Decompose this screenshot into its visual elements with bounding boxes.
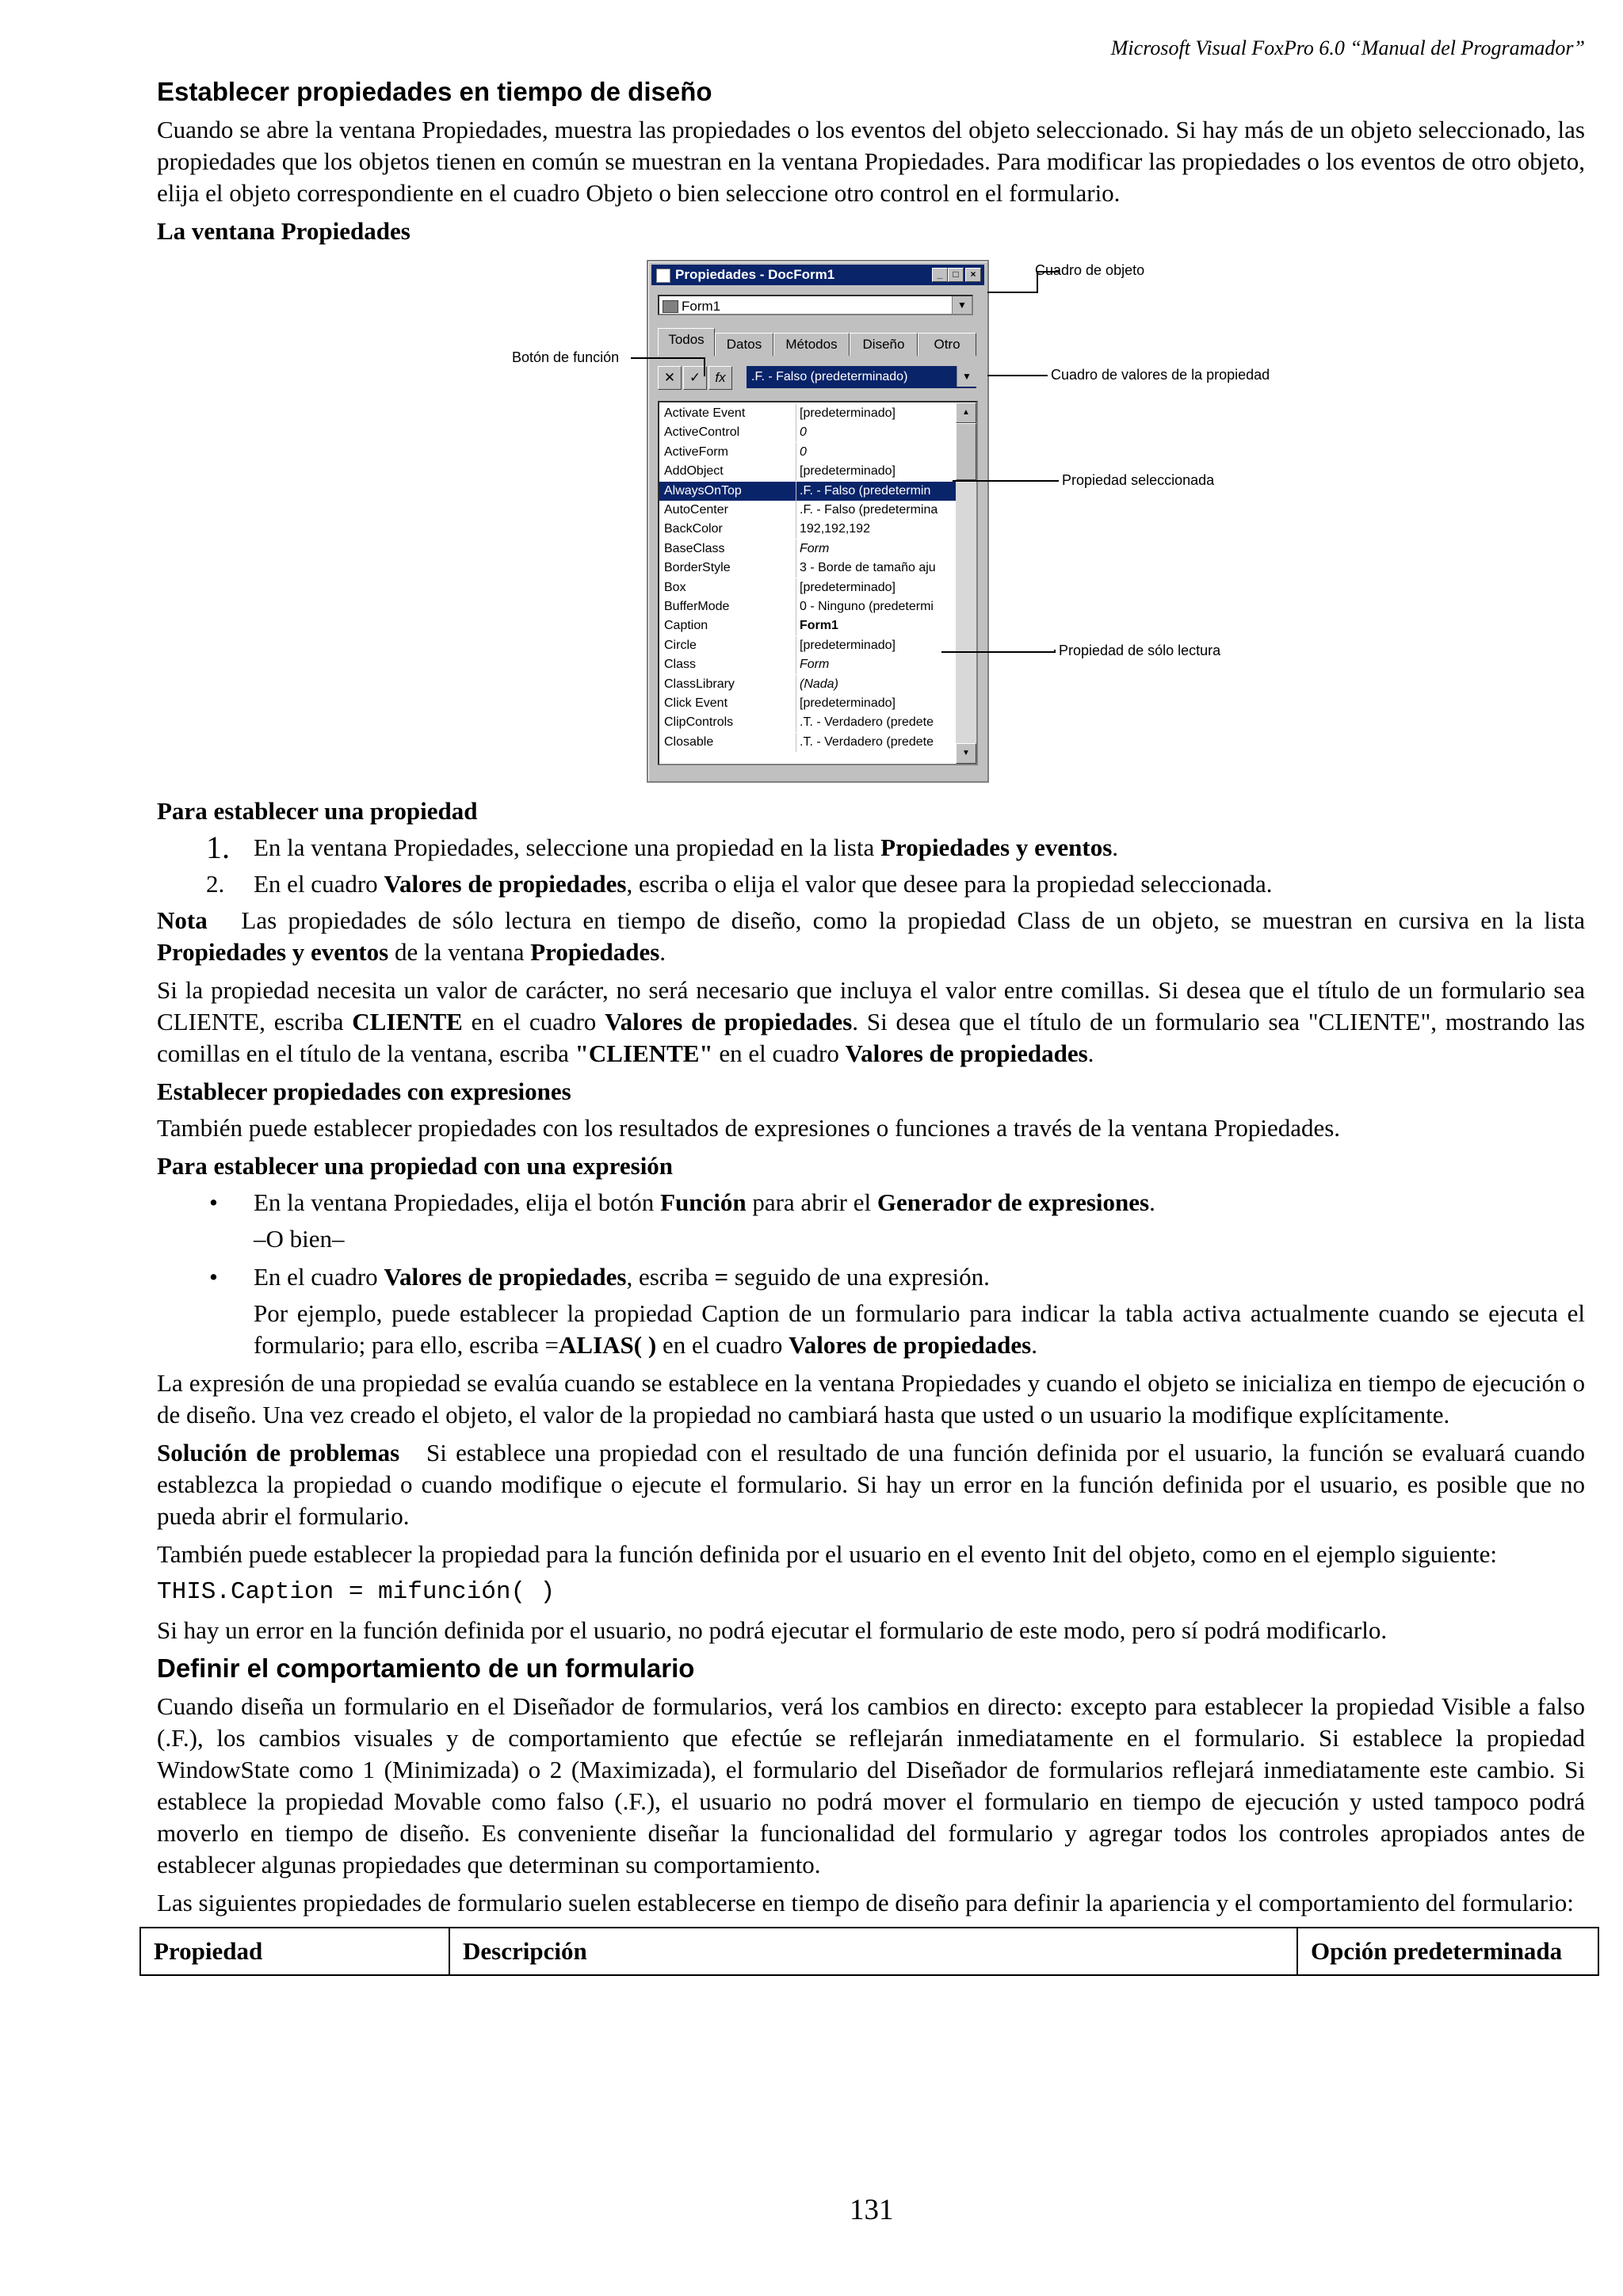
step-item (157, 868, 1585, 900)
accept-icon[interactable]: ✓ (683, 366, 707, 390)
section-title-expressions: Establecer propiedades con expresiones (157, 1077, 571, 1105)
property-name: AlwaysOnTop (664, 483, 742, 498)
property-value: .T. - Verdadero (predete (796, 713, 958, 732)
note-text: de la ventana (388, 938, 531, 966)
property-name: Box (664, 580, 686, 594)
troubleshooting-label: Solución de problemas (157, 1439, 400, 1466)
evaluation-paragraph: La expresión de una propiedad se evalúa cuando se establece en la ventana Propiedades y cuando el objeto se inicializa en tiempo de ejecución o de diseño. Una vez creado el objeto, el valor de la propiedad no cambiará hasta que usted o un usuario la modifique explícitamente. (157, 1369, 1585, 1428)
property-value: (Nada) (796, 675, 958, 694)
page-number: 131 (850, 2194, 894, 2226)
callout-line-function-v (704, 357, 705, 376)
property-value-text: .F. - Falso (predeterminado) (751, 370, 908, 383)
figure-caption: La ventana Propiedades (157, 217, 411, 245)
bold-text: Valores de propiedades (845, 1039, 1088, 1067)
object-combobox[interactable] (658, 295, 973, 315)
note-bold: Propiedades y eventos (157, 938, 389, 966)
step-number: 2. (206, 870, 225, 898)
cancel-icon[interactable]: ✕ (658, 366, 682, 390)
property-name: ClassLibrary (664, 677, 735, 691)
callout-line-readonly (941, 651, 1056, 653)
property-name: ActiveForm (664, 444, 728, 459)
tab-datos[interactable]: Datos (715, 333, 773, 356)
troubleshooting-paragraph (157, 1437, 1585, 1532)
bold-text: ALIAS( ) (559, 1331, 657, 1359)
object-combobox-value: Form1 (682, 299, 721, 314)
example-paragraph (157, 1298, 1585, 1361)
function-button[interactable]: fx (708, 366, 732, 390)
property-value: Form1 (796, 616, 958, 635)
property-row[interactable] (659, 501, 956, 520)
text: . (1087, 1039, 1094, 1067)
property-row[interactable] (659, 482, 956, 501)
property-row[interactable] (659, 694, 956, 713)
callout-line-function (631, 357, 705, 359)
callout-line-selected (953, 480, 1059, 482)
property-name: ClipControls (664, 715, 734, 730)
expression-options (157, 1187, 1585, 1219)
tab-diseno[interactable]: Diseño (850, 333, 918, 356)
bold-text: Valores de propiedades (605, 1008, 853, 1035)
property-row[interactable] (659, 675, 956, 694)
behavior-paragraph: Cuando diseña un formulario en el Diseñador de formularios, verá los cambios en directo: excepto para establecer la propiedad Visible a falso (.F.), los cambios visuales y de comportamiento que efectúe se reflejarán inmediatamente en el formulario. Si establece la propiedad WindowState como 1 (Minimizada) o 2 (Maximizada), el formulario del Diseñador de formularios reflejará inmediatamente este cambio. Si establece la propiedad Movable como falso (.F.), el usuario no podrá mover el formulario en tiempo de ejecución y usted tampoco podrá moverlo en tiempo de diseño. Es conveniente diseñar la funcionalidad del formulario y agregar todos los controles apropiados antes de establecer algunas propiedades que determinan su comportamiento. (157, 1692, 1585, 1878)
property-value: [predeterminado] (796, 404, 958, 423)
bold-text: "CLIENTE" (575, 1039, 713, 1067)
property-value: .T. - Verdadero (predete (796, 733, 958, 752)
step-number: 1. (206, 830, 230, 865)
step-item (157, 832, 1585, 864)
properties-intro-paragraph: Las siguientes propiedades de formulario suelen establecerse en tiempo de diseño para definir la apariencia y el comportamiento del formulario: (157, 1889, 1574, 1917)
callout-line-value (987, 375, 1048, 376)
property-row[interactable] (659, 520, 956, 539)
text: para abrir el (746, 1188, 877, 1216)
text: En el cuadro (254, 1263, 384, 1291)
scrollbar[interactable] (956, 402, 976, 764)
form-icon (663, 300, 678, 313)
callout-line-readonly-v (1054, 650, 1056, 651)
tab-strip (658, 328, 978, 357)
character-value-paragraph (157, 974, 1585, 1070)
bold-text: Función (660, 1188, 747, 1216)
property-value: .F. - Falso (predetermin (796, 482, 958, 501)
tab-otro[interactable]: Otro (918, 333, 976, 356)
text: Si establece una propiedad con el resultado de una función definida por el usuario, la función se evaluará cuando establezca la propiedad o cuando modifique o ejecute el formulario. Si hay un error en la función definida por el usuario, es posible que no pueda abrir el formulario. (157, 1439, 1586, 1530)
property-row[interactable] (659, 404, 956, 423)
table-header-row (140, 1928, 1598, 1975)
intro-paragraph: Cuando se abre la ventana Propiedades, muestra las propiedades o los eventos del objeto seleccionado. Si hay más de un objeto seleccionado, las propiedades que los objetos tienen en común se muestran en la ventana Propiedades. Para modificar las propiedades o los eventos de otro objeto, elija el objeto correspondiente en el cuadro Objeto o bien seleccione otro control en el formulario. (157, 116, 1585, 207)
column-header-description: Descripción (449, 1928, 1297, 1975)
property-value: .F. - Falso (predetermina (796, 501, 958, 520)
property-value: [predeterminado] (796, 462, 958, 481)
callout-readonly-property: Propiedad de sólo lectura (1059, 643, 1221, 658)
text: en el cuadro (656, 1331, 789, 1359)
scroll-down-icon[interactable]: ▼ (956, 743, 976, 764)
property-row[interactable] (659, 462, 956, 481)
property-name: Click Event (664, 696, 728, 710)
tab-metodos[interactable]: Métodos (773, 333, 850, 356)
text: Si la propiedad necesita un valor de carácter, no será necesario que incluya el valor entre comillas. Si desea que el título de un formulario sea CLIENTE, escriba (157, 976, 1585, 1035)
text: , escriba (626, 1263, 715, 1291)
step-text: En la ventana Propiedades, seleccione una propiedad en la lista (254, 833, 881, 861)
property-value: 0 - Ninguno (predetermi (796, 597, 958, 616)
callout-line-object (987, 292, 1038, 293)
error-paragraph: Si hay un error en la función definida por el usuario, no podrá ejecutar el formulario de este modo, pero sí podrá modificarlo. (157, 1616, 1388, 1644)
property-name: BorderStyle (664, 561, 731, 575)
expression-options (157, 1261, 1585, 1293)
property-name: Caption (664, 619, 708, 633)
text: . (1031, 1331, 1037, 1359)
bold-text: Generador de expresiones (876, 1188, 1150, 1216)
text: seguido de una expresión. (728, 1263, 990, 1291)
column-header-default: Opción predeterminada (1297, 1928, 1598, 1975)
procedure-steps (157, 832, 1585, 900)
property-row[interactable] (659, 636, 956, 655)
callout-function-button: Botón de función (512, 349, 620, 365)
window-icon (656, 269, 670, 283)
property-value-box[interactable] (747, 366, 976, 388)
step-text: , escriba o elija el valor que desee para la propiedad seleccionada. (626, 870, 1273, 898)
property-value: 192,192,192 (796, 520, 958, 539)
scroll-up-icon[interactable]: ▲ (956, 402, 976, 423)
property-row[interactable] (659, 597, 956, 616)
property-row[interactable] (659, 578, 956, 597)
property-value: Form (796, 540, 958, 559)
note-text: . (659, 938, 666, 966)
note-text: Las propiedades de sólo lectura en tiempo de diseño, como la propiedad Class de un objeto, se muestran en cursiva en la lista (241, 906, 1586, 934)
property-name: BaseClass (664, 541, 725, 555)
callout-selected-property: Propiedad seleccionada (1062, 472, 1215, 488)
scroll-thumb[interactable] (956, 423, 976, 480)
property-value: Form (796, 655, 958, 674)
property-value: [predeterminado] (796, 578, 958, 597)
column-header-property: Propiedad (140, 1928, 449, 1975)
text: en el cuadro (462, 1008, 605, 1035)
property-row[interactable] (659, 443, 956, 462)
properties-window-figure (157, 252, 1585, 791)
bullet-icon: • (209, 1263, 218, 1291)
step-bold: Propiedades y eventos (880, 833, 1113, 861)
window-titlebar (651, 265, 984, 285)
chevron-down-icon[interactable]: ▼ (952, 296, 972, 314)
list-item (157, 1187, 1585, 1219)
property-name: Closable (664, 734, 714, 749)
properties-window (647, 260, 989, 783)
property-row[interactable] (659, 540, 956, 559)
property-name: BackColor (664, 522, 723, 536)
callout-object-box: Cuadro de objeto (1035, 262, 1145, 278)
note-bold: Propiedades (530, 938, 660, 966)
property-name: Class (664, 658, 697, 672)
note-paragraph (157, 905, 1585, 968)
callout-value-box: Cuadro de valores de la propiedad (1051, 367, 1270, 383)
property-value: [predeterminado] (796, 636, 958, 655)
property-name: AutoCenter (664, 503, 728, 517)
content (154, 76, 1586, 1976)
text: en el cuadro (712, 1039, 846, 1067)
property-value: [predeterminado] (796, 694, 958, 713)
list-item (157, 1261, 1585, 1293)
value-toolbar (658, 364, 978, 390)
property-value: 0 (796, 443, 958, 462)
property-name: BufferMode (664, 600, 730, 613)
bold-text: Valores de propiedades (789, 1331, 1032, 1359)
maximize-icon[interactable]: □ (948, 268, 964, 282)
property-value: 0 (796, 423, 958, 442)
property-row[interactable] (659, 655, 956, 674)
window-title: Propiedades - DocForm1 (675, 267, 835, 282)
or-separator: –O bien– (254, 1225, 345, 1253)
minimize-icon[interactable]: _ (932, 268, 948, 282)
tab-todos[interactable]: Todos (658, 328, 715, 356)
procedure-title-set-property: Para establecer una propiedad (157, 797, 478, 825)
section-title-behavior: Definir el comportamiento de un formulario (157, 1653, 695, 1683)
text: En la ventana Propiedades, elija el botón (254, 1188, 661, 1216)
bold-text: CLIENTE (352, 1008, 463, 1035)
close-icon[interactable]: × (965, 268, 981, 282)
bold-text: = (714, 1263, 729, 1291)
step-text: . (1112, 833, 1119, 861)
property-row[interactable] (659, 616, 956, 635)
properties-events-list (658, 401, 978, 765)
step-bold: Valores de propiedades (384, 870, 627, 898)
property-row[interactable] (659, 733, 956, 752)
property-value: 3 - Borde de tamaño aju (796, 559, 958, 578)
properties-table (139, 1927, 1599, 1976)
property-name: Circle (664, 638, 697, 652)
property-name: ActiveControl (664, 425, 740, 440)
section-title-design-time: Establecer propiedades en tiempo de diseño (157, 77, 712, 106)
code-example: THIS.Caption = mifunción( ) (157, 1578, 556, 1606)
property-row[interactable] (659, 713, 956, 732)
text: Por ejemplo, puede establecer la propiedad Caption de un formulario para indicar la tabla activa actualmente cuando se ejecuta el formulario; para ello, escriba = (254, 1299, 1585, 1359)
step-text: En el cuadro (254, 870, 384, 898)
bold-text: Valores de propiedades (384, 1263, 627, 1291)
expressions-paragraph: También puede establecer propiedades con los resultados de expresiones o funciones a través de la ventana Propiedades. (157, 1114, 1341, 1142)
property-name: AddObject (664, 464, 724, 479)
procedure-title-expression: Para establecer una propiedad con una expresión (157, 1152, 674, 1180)
bullet-icon: • (209, 1188, 218, 1216)
running-header: Microsoft Visual FoxPro 6.0 “Manual del Programador” (1110, 36, 1585, 59)
property-row[interactable] (659, 423, 956, 442)
note-label: Nota (157, 906, 208, 934)
text: . Si desea que el título de un formulario sea "CLIENTE", mostrando las comillas en el título de la ventana, escriba (157, 1008, 1585, 1067)
text: . (1149, 1188, 1155, 1216)
property-name: Activate Event (664, 406, 746, 420)
property-row[interactable] (659, 559, 956, 578)
chevron-down-icon[interactable]: ▼ (957, 366, 976, 387)
init-event-paragraph: También puede establecer la propiedad para la función definida por el usuario en el evento Init del objeto, como en el ejemplo siguiente: (157, 1540, 1498, 1568)
